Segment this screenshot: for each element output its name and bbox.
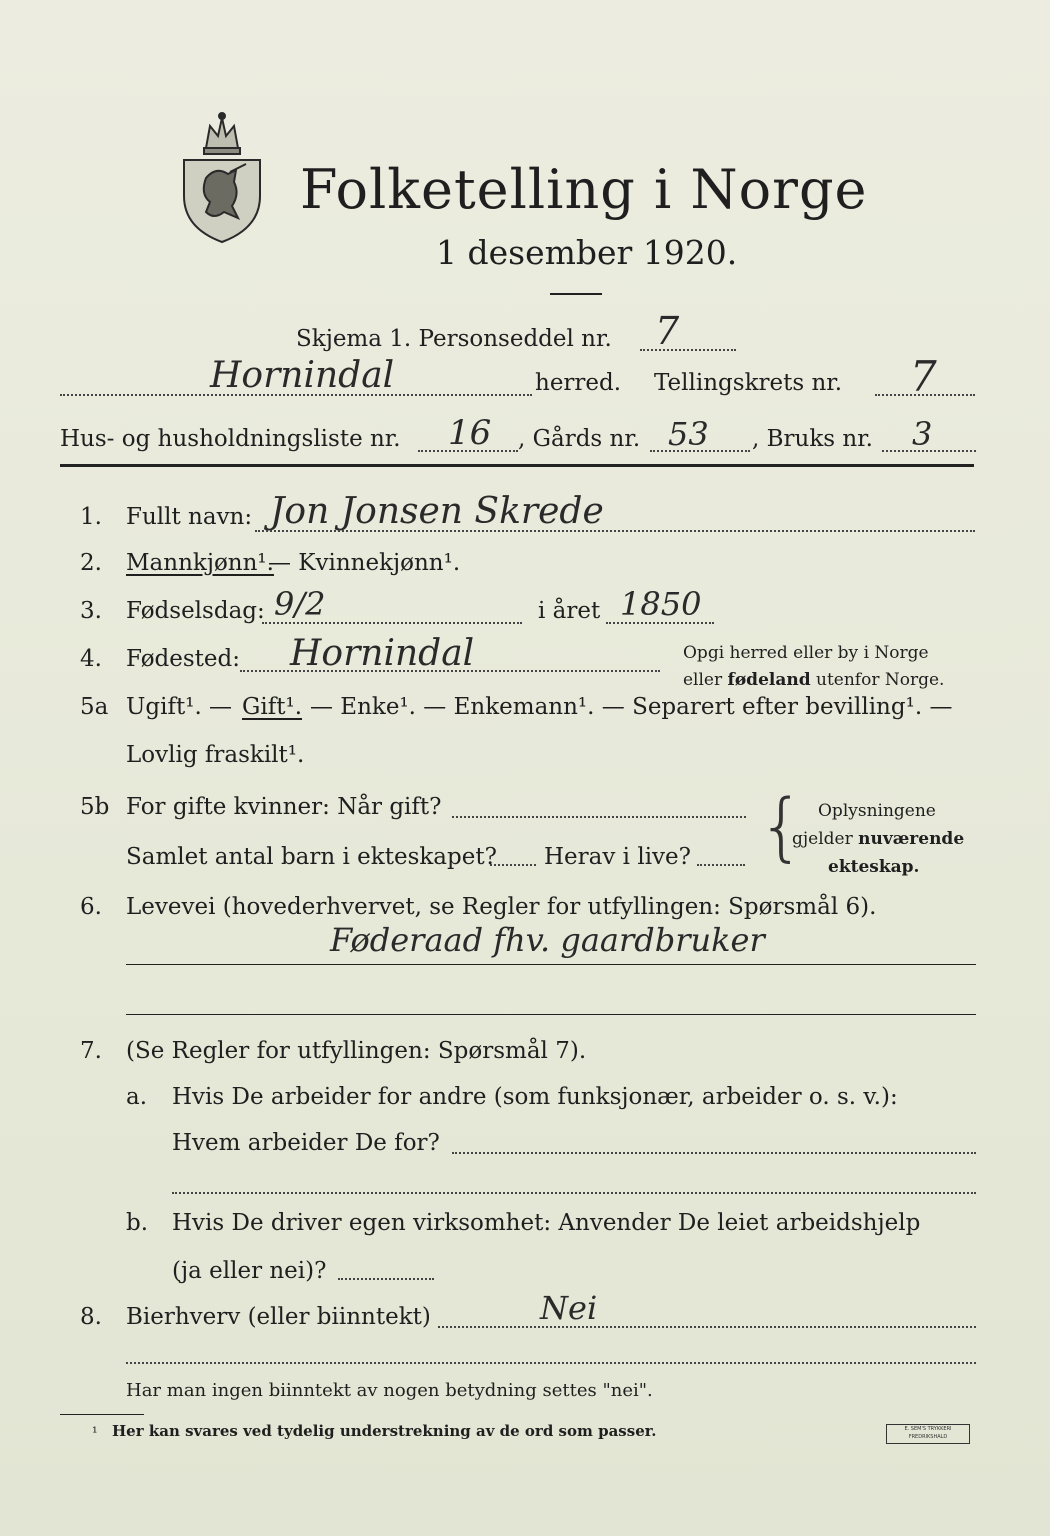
- occupation-line: [126, 964, 976, 965]
- q7-number: 7.: [80, 1038, 102, 1064]
- side-income-label: Bierhverv (eller biinntekt): [126, 1304, 431, 1330]
- q4-number: 4.: [80, 646, 102, 672]
- husholdning-line: [418, 450, 518, 452]
- gards-line: [650, 450, 750, 452]
- header-divider: [60, 464, 974, 467]
- marriage-note-2: gjelder nuværende: [792, 829, 965, 849]
- herred-line: [60, 394, 532, 396]
- q5b-number: 5b: [80, 794, 110, 820]
- gards-value: 53: [668, 415, 709, 453]
- q7a-text: Hvis De arbeider for andre (som funksjonær, arbeider o. s. v.):: [172, 1084, 898, 1110]
- birthplace-note-2: eller fødeland utenfor Norge.: [683, 670, 945, 690]
- herred-value: Hornindal: [210, 355, 395, 396]
- children-alive-label: Herav i live?: [544, 844, 691, 870]
- birthplace-value: Hornindal: [290, 633, 475, 674]
- married-when-line: [452, 816, 746, 818]
- birth-year-value: 1850: [620, 585, 702, 623]
- coat-of-arms-icon: [176, 108, 268, 244]
- employer-line-2: [172, 1192, 976, 1194]
- q3-number: 3.: [80, 598, 102, 624]
- title-divider: [550, 293, 602, 295]
- status-gift: Gift¹.: [242, 694, 303, 720]
- form-title: Folketelling i Norge: [300, 158, 868, 221]
- birthplace-note-1: Opgi herred eller by i Norge: [683, 643, 929, 663]
- q6-number: 6.: [80, 894, 102, 920]
- children-label: Samlet antal barn i ekteskapet?: [126, 844, 497, 870]
- married-when-label: For gifte kvinner: Når gift?: [126, 794, 442, 820]
- husholdning-value: 16: [448, 413, 492, 453]
- status-ugift: Ugift¹. —: [126, 694, 233, 720]
- schema-label: Skjema 1. Personseddel nr.: [296, 326, 612, 352]
- gender-female: — Kvinnekjønn¹.: [268, 550, 461, 576]
- status-rest: — Enke¹. — Enkemann¹. — Separert efter bevilling¹. —: [310, 694, 953, 720]
- full-name-value: Jon Jonsen Skrede: [270, 491, 604, 532]
- employer-label: Hvem arbeider De for?: [172, 1130, 440, 1156]
- bruks-label: , Bruks nr.: [752, 426, 873, 452]
- husholdning-label: Hus- og husholdningsliste nr.: [60, 426, 401, 452]
- tellingskrets-label: Tellingskrets nr.: [654, 370, 843, 396]
- status-fraskilt: Lovlig fraskilt¹.: [126, 742, 305, 768]
- gender-male: Mannkjønn¹.: [126, 550, 274, 576]
- footnote-divider: [60, 1414, 144, 1415]
- occupation-line-2: [126, 1014, 976, 1015]
- side-income-line: [438, 1326, 976, 1328]
- occupation-value: Føderaad fhv. gaardbruker: [330, 921, 765, 959]
- herred-label: herred.: [535, 370, 622, 396]
- q8-number: 8.: [80, 1304, 102, 1330]
- hired-help-label: (ja eller nei)?: [172, 1258, 327, 1284]
- side-income-line-2: [126, 1362, 976, 1364]
- personseddel-value: 7: [655, 309, 680, 353]
- q3-label: Fødselsdag:: [126, 598, 265, 624]
- bruks-line: [882, 450, 976, 452]
- employer-line: [452, 1152, 976, 1154]
- tellingskrets-line: [875, 394, 975, 396]
- q7a-number: a.: [126, 1084, 148, 1110]
- printer-stamp: E. SEM'S TRYKKERI FREDRIKSHALD: [886, 1424, 970, 1444]
- footnote-marker: ¹: [92, 1425, 98, 1441]
- children-alive-line: [697, 864, 745, 866]
- gards-label: , Gårds nr.: [518, 426, 641, 452]
- full-name-line: [255, 530, 975, 532]
- personseddel-line: [640, 349, 736, 351]
- side-income-value: Nei: [540, 1289, 598, 1327]
- q7-label: (Se Regler for utfyllingen: Spørsmål 7).: [126, 1038, 587, 1064]
- birth-year-line: [606, 622, 714, 624]
- q5a-number: 5a: [80, 694, 109, 720]
- q1-label: Fullt navn:: [126, 504, 253, 530]
- occupation-label: Levevei (hovederhvervet, se Regler for utfyllingen: Spørsmål 6).: [126, 894, 877, 920]
- birth-year-label: i året: [538, 598, 601, 624]
- birthplace-line: [240, 670, 660, 672]
- birthday-value: 9/2: [274, 585, 326, 623]
- marriage-note-3: ekteskap.: [828, 857, 920, 877]
- tellingskrets-value: 7: [910, 352, 937, 401]
- q4-label: Fødested:: [126, 646, 241, 672]
- q7b-number: b.: [126, 1210, 149, 1236]
- children-line: [490, 864, 536, 866]
- no-income-note: Har man ingen biinntekt av nogen betydning settes "nei".: [126, 1380, 653, 1401]
- census-date: 1 desember 1920.: [436, 233, 738, 272]
- q1-number: 1.: [80, 504, 102, 530]
- q7b-text: Hvis De driver egen virksomhet: Anvender De leiet arbeidshjelp: [172, 1210, 921, 1236]
- marriage-note-brace: {: [758, 784, 806, 870]
- hired-help-line: [338, 1278, 434, 1280]
- marriage-note-1: Oplysningene: [818, 801, 936, 821]
- bruks-value: 3: [912, 415, 933, 453]
- footnote-text: Her kan svares ved tydelig understrekning av de ord som passer.: [112, 1422, 657, 1440]
- q2-number: 2.: [80, 550, 102, 576]
- birthday-line: [262, 622, 522, 624]
